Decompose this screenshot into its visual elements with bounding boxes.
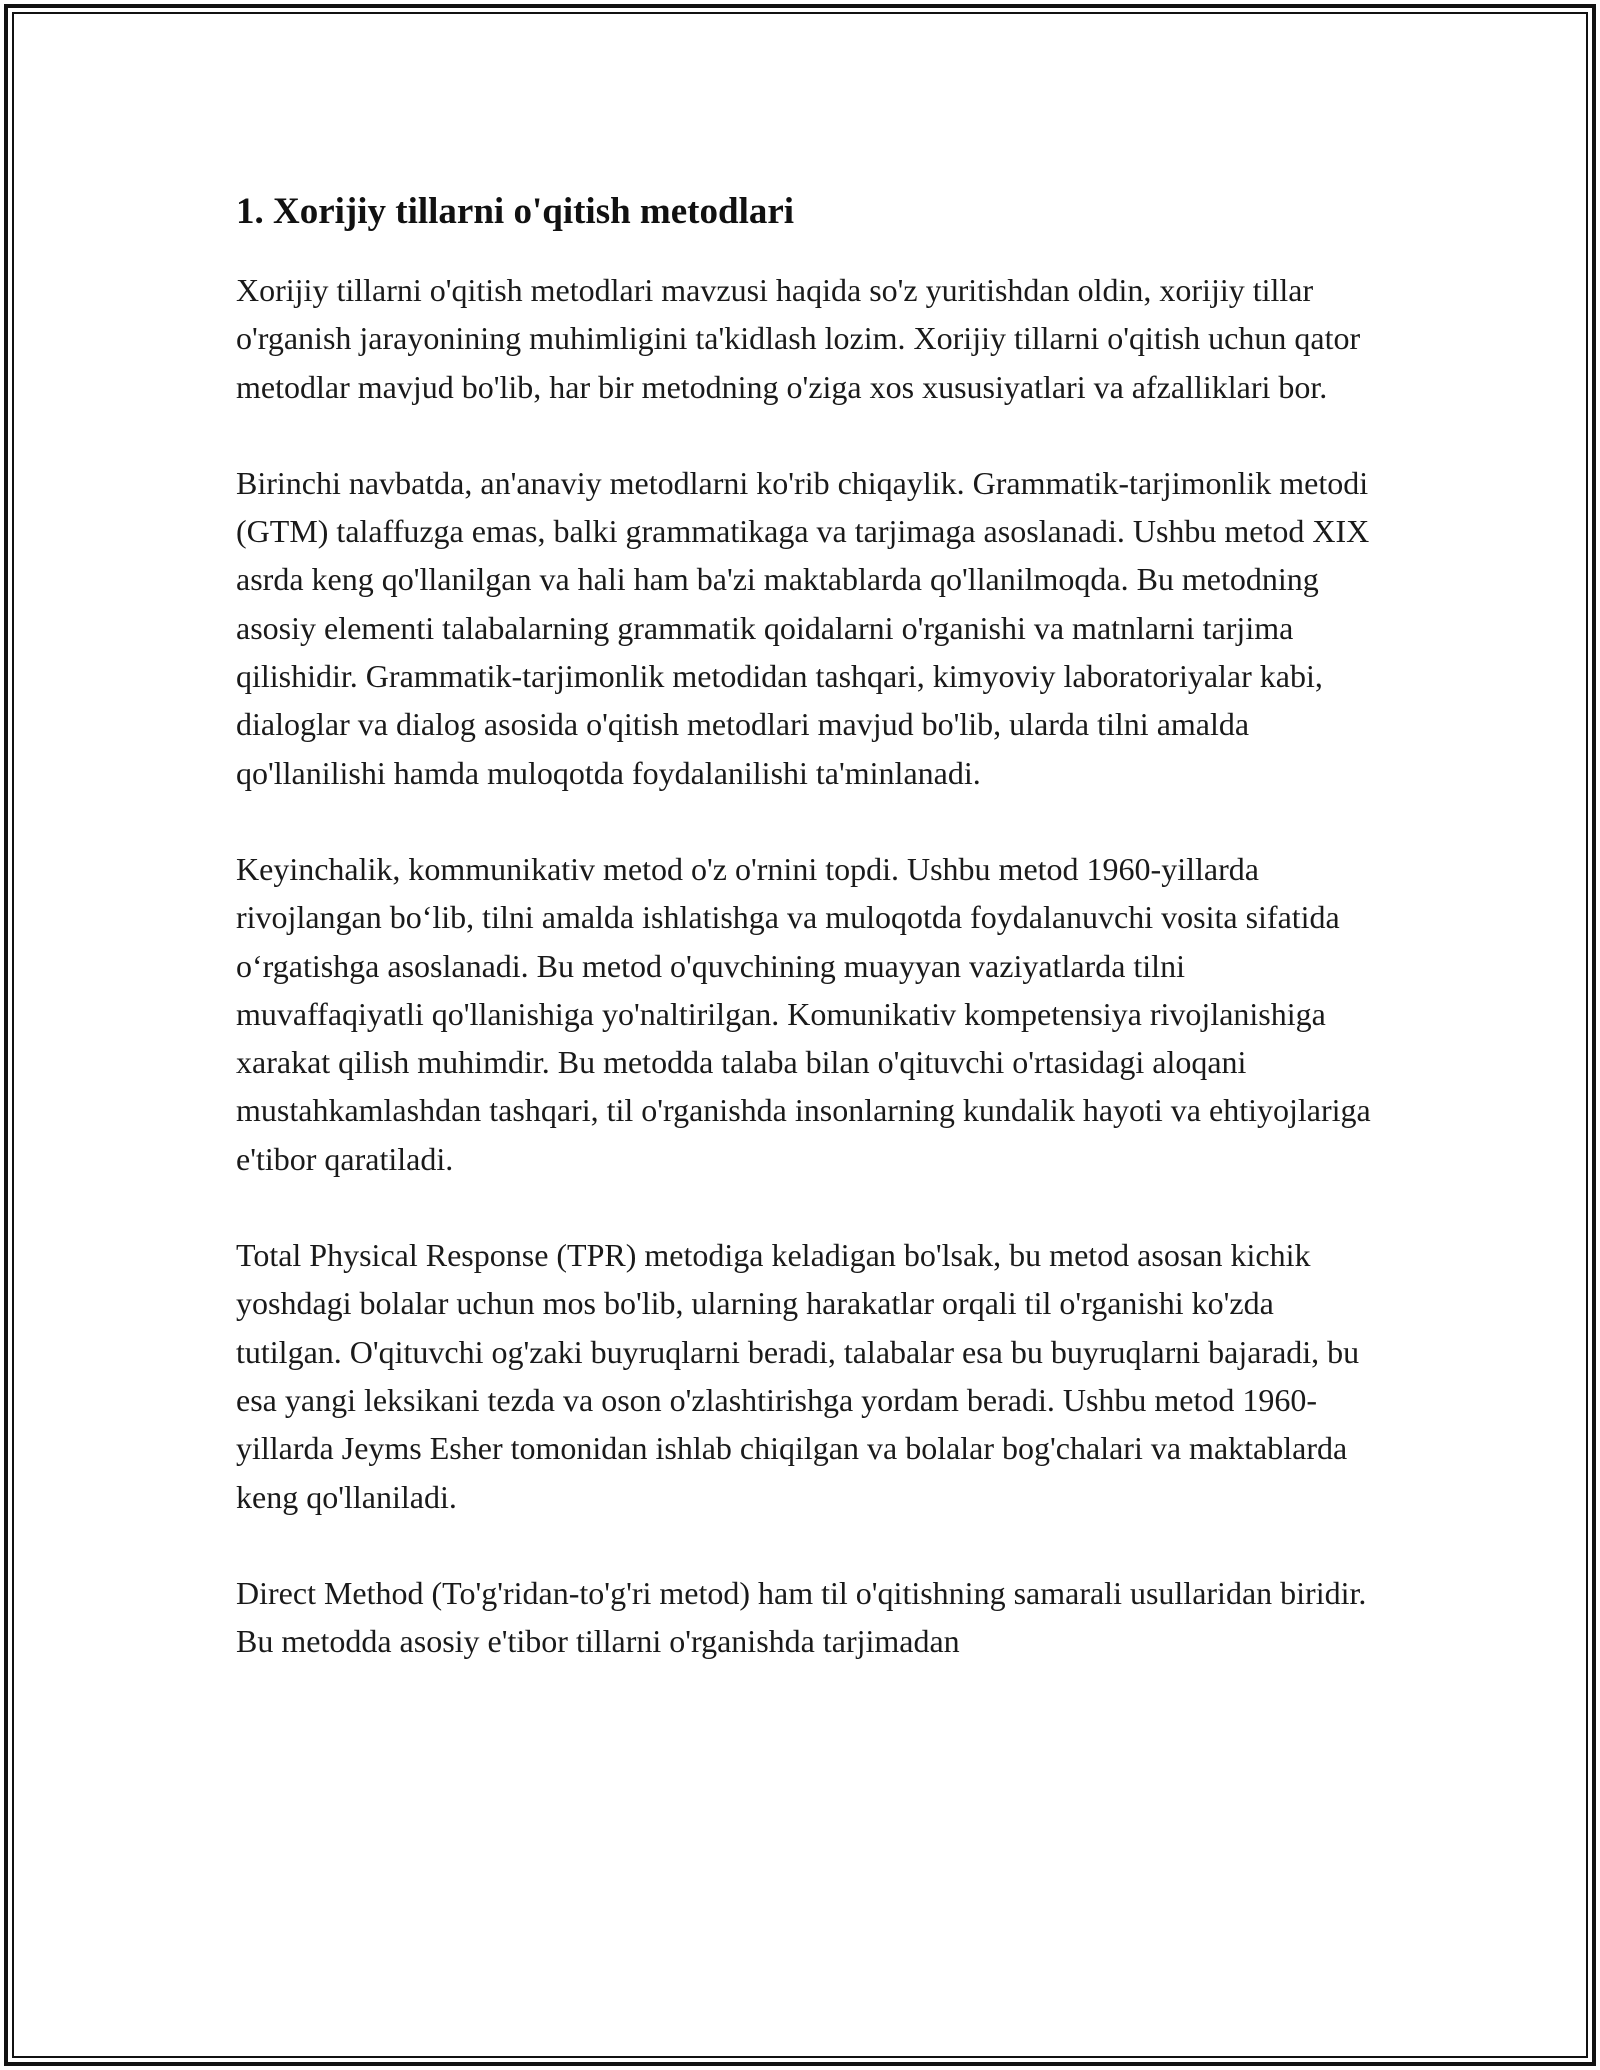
paragraph-communicative-method: Keyinchalik, kommunikativ metod o'z o'rnini topdi. Ushbu metod 1960-yillarda rivojlangan bo‘lib, tilni amalda ishlatishga va muloqotda foydalanuvchi vosita sifatida o‘rgatishga asoslanadi. Bu metod o'quvchining muayyan vaziyatlarda tilni muvaffaqiyatli qo'llanishiga yo'naltirilgan. Komunikativ kompetensiya rivojlanishiga xarakat qilish muhimdir. Bu metodda talaba bilan o'qituvchi o'rtasidagi aloqani mustahkamlashdan tashqari, til o'rganishda insonlarning kundalik hayoti va ehtiyojlariga e'tibor qaratiladi. — [236, 850, 1371, 1177]
paragraph-tpr-method: Total Physical Response (TPR) metodiga keladigan bo'lsak, bu metod asosan kichik yoshdagi bolalar uchun mos bo'lib, ularning harakatlar orqali til o'rganishi ko'zda tutilgan. O'qituvchi og'zaki buyruqlarni beradi, talabalar esa bu buyruqlarni bajaradi, bu esa yangi leksikani tezda va oson o'zlashtirishga yordam beradi. Ushbu metod 1960-yillarda Jeyms Esher tomonidan ishlab chiqilgan va bolalar bog'chalari va maktablarda keng qo'llaniladi. — [236, 1237, 1360, 1515]
document-body — [236, 188, 1376, 1665]
page-title: 1. Xorijiy tillarni o'qitish metodlari — [236, 191, 795, 232]
paragraph-direct-method: Direct Method (To'g'ridan-to'g'ri metod) ham til o'qitishning samarali usullaridan biridir. Bu metodda asosiy e'tibor tillarni o'rganishda tarjimadan — [236, 1574, 1367, 1660]
paragraph-intro: Xorijiy tillarni o'qitish metodlari mavzusi haqida so'z yuritishdan oldin, xorijiy tillar o'rganish jarayonining muhimligini ta'kidlash lozim. Xorijiy tillarni o'qitish uchun qator metodlar mavjud bo'lib, har bir metodning o'ziga xos xususiyatlari va afzalliklari bor. — [236, 272, 1361, 405]
paragraph-traditional-methods: Birinchi navbatda, an'anaviy metodlarni ko'rib chiqaylik. Grammatik-tarjimonlik metodi (GTM) talaffuzga emas, balki grammatikaga va tarjimaga asoslanadi. Ushbu metod XIX asrda keng qo'llanilgan va hali ham ba'zi maktablarda qo'llanilmoqda. Bu metodning asosiy elementi talabalarning grammatik qoidalarni o'rganishi va matnlarni tarjima qilishidir. Grammatik-tarjimonlik metodidan tashqari, kimyoviy laboratoriyalar kabi, dialoglar va dialog asosida o'qitish metodlari mavjud bo'lib, ularda tilni amalda qo'llanilishi hamda muloqotda foydalanilishi ta'minlanadi. — [236, 464, 1370, 791]
